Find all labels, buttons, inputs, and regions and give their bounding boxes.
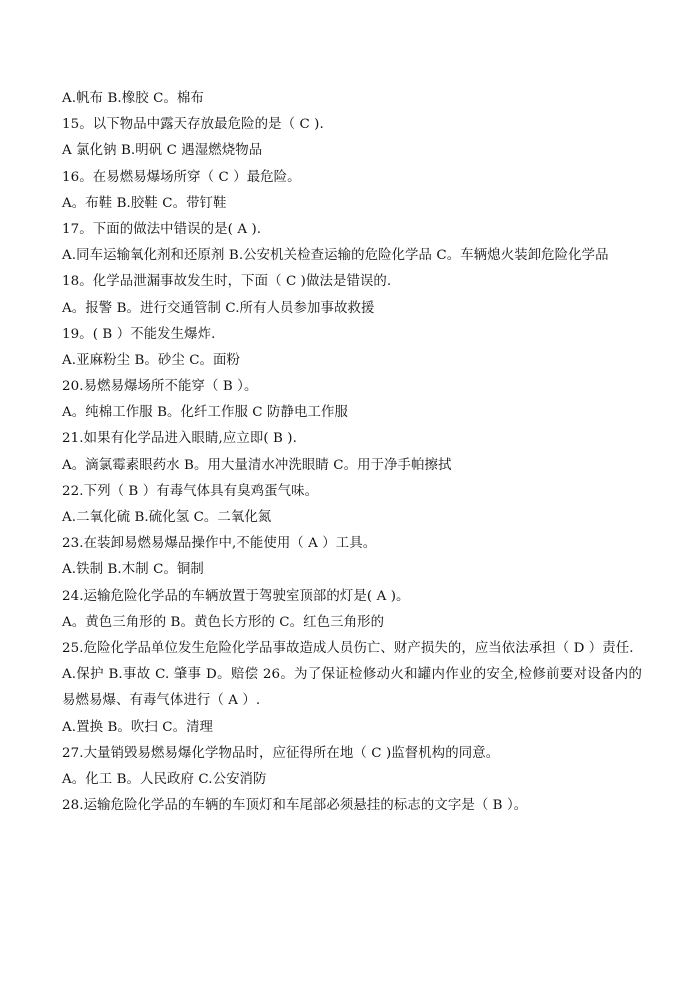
answer-options-25-question-26: A.保护 B.事故 C. 肇事 D。赔偿 26。为了保证检修动火和罐内作业的安全,检修前要对设备内的易燃易爆、有毒气体进行（ A ）. xyxy=(62,667,642,709)
answer-options-24: A。黄色三角形的 B。黄色长方形的 C。红色三角形的 xyxy=(62,614,385,630)
document-body xyxy=(62,86,642,819)
question-17: 17。下面的做法中错误的是( A ). xyxy=(62,221,262,237)
answer-options-16: A。布鞋 B.胶鞋 C。带钉鞋 xyxy=(62,195,227,211)
question-23: 23.在装卸易燃易爆品操作中,不能使用（ A ）工具。 xyxy=(62,536,377,552)
answer-options-21: A。滴氯霉素眼药水 B。用大量清水冲洗眼睛 C。用于净手帕擦拭 xyxy=(62,457,452,473)
answer-options-20: A。纯棉工作服 B。化纤工作服 C 防静电工作服 xyxy=(62,405,348,421)
question-16: 16。在易燃易爆场所穿（ C ）最危险。 xyxy=(62,169,301,185)
answer-options-22: A.二氧化硫 B.硫化氢 C。二氧化氮 xyxy=(62,510,272,525)
question-27: 27.大量销毁易燃易爆化学物品时，应征得所在地（ C )监督机构的同意。 xyxy=(62,745,500,761)
question-19: 19。( B ）不能发生爆炸. xyxy=(62,326,216,342)
question-22: 22.下列（ B ）有毒气体具有臭鸡蛋气味。 xyxy=(62,483,319,499)
question-18: 18。化学品泄漏事故发生时，下面（ C )做法是错误的. xyxy=(62,274,392,290)
question-20: 20.易燃易爆场所不能穿（ B ）。 xyxy=(62,379,258,395)
answer-options-18: A。报警 B。进行交通管制 C.所有人员参加事故救援 xyxy=(62,300,375,316)
answer-options-17: A.同车运输氧化剂和还原剂 B.公安机关检查运输的危险化学品 C。车辆熄火装卸危险化学品 xyxy=(62,248,609,264)
question-15: 15。以下物品中露天存放最危险的是（ C ). xyxy=(62,117,324,133)
answer-options-15: A 氯化钠 B.明矾 C 遇湿燃烧物品 xyxy=(62,143,263,159)
answer-options-27: A。化工 B。人民政府 C.公安消防 xyxy=(62,771,267,787)
answer-options-19: A.亚麻粉尘 B。砂尘 C。面粉 xyxy=(62,352,241,368)
answer-options-26: A.置换 B。吹扫 C。清理 xyxy=(62,719,214,735)
question-21: 21.如果有化学品进入眼睛,应立即( B ). xyxy=(62,431,297,447)
question-25: 25.危险化学品单位发生危险化学品事故造成人员伤亡、财产损失的，应当依法承担（ D ）责任. xyxy=(62,640,634,656)
question-28: 28.运输危险化学品的车辆的车顶灯和车尾部必须悬挂的标志的文字是（ B ）。 xyxy=(62,798,528,814)
answer-options-23: A.铁制 B.木制 C。铜制 xyxy=(62,562,204,578)
question-24: 24.运输危险化学品的车辆放置于驾驶室顶部的灯是( A )。 xyxy=(62,588,410,604)
answer-options-line: A.帆布 B.橡胶 C。棉布 xyxy=(62,91,204,106)
